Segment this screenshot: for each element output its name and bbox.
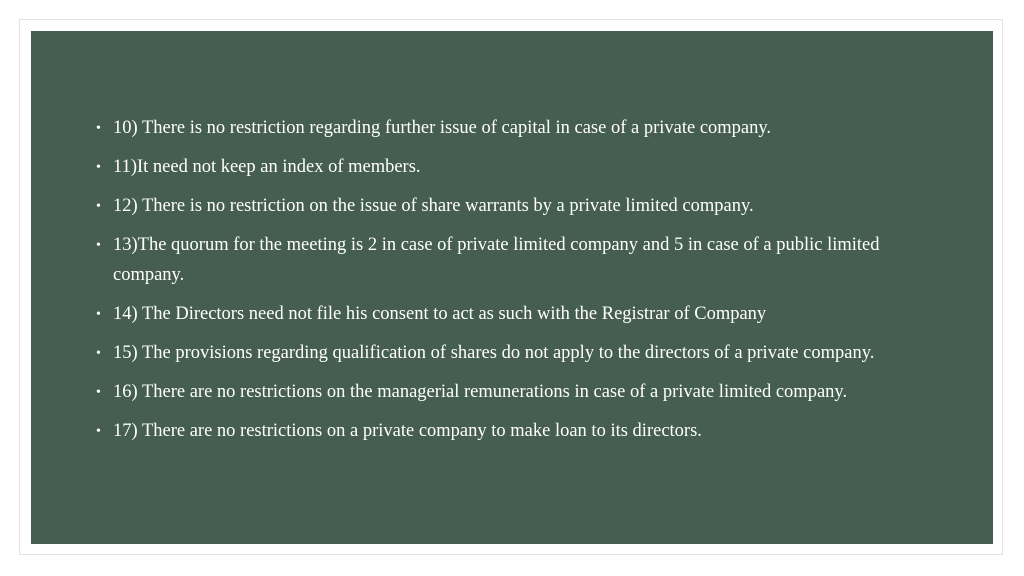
bullet-list: [96, 114, 921, 456]
bullet-text: 16) There are no restrictions on the managerial remunerations in case of a private limited company.: [113, 381, 848, 402]
bullet-text: 11)It need not keep an index of members.: [113, 157, 421, 177]
bullet-item: [96, 114, 921, 144]
bullet-item: [96, 339, 921, 369]
bullet-dot-icon: •: [96, 160, 101, 175]
bullet-dot-icon: •: [96, 345, 101, 361]
bullet-dot-icon: •: [96, 423, 101, 439]
bullet-text: 13)The quorum for the meeting is 2 in case of private limited company and 5 in case of a public limited company.: [113, 235, 880, 285]
bullet-item: [96, 192, 921, 222]
bullet-item: [96, 300, 921, 330]
bullet-text: 12) There is no restriction on the issue of share warrants by a private limited company.: [113, 196, 754, 216]
bullet-text: 17) There are no restrictions on a private company to make loan to its directors.: [113, 420, 702, 441]
slide-content-area: [31, 31, 993, 544]
bullet-text: 14) The Directors need not file his consent to act as such with the Registrar of Company: [113, 303, 767, 324]
bullet-item: [96, 153, 921, 183]
bullet-dot-icon: •: [96, 384, 101, 400]
bullet-dot-icon: •: [96, 121, 101, 136]
bullet-text: 15) The provisions regarding qualification of shares do not apply to the directors of a private company.: [113, 342, 875, 363]
bullet-text: 10) There is no restriction regarding further issue of capital in case of a private company.: [113, 118, 772, 138]
bullet-dot-icon: •: [96, 199, 101, 214]
bullet-dot-icon: •: [96, 306, 101, 322]
bullet-item: [96, 231, 921, 290]
bullet-item: [96, 417, 921, 447]
bullet-item: [96, 378, 921, 408]
bullet-dot-icon: •: [96, 238, 101, 253]
